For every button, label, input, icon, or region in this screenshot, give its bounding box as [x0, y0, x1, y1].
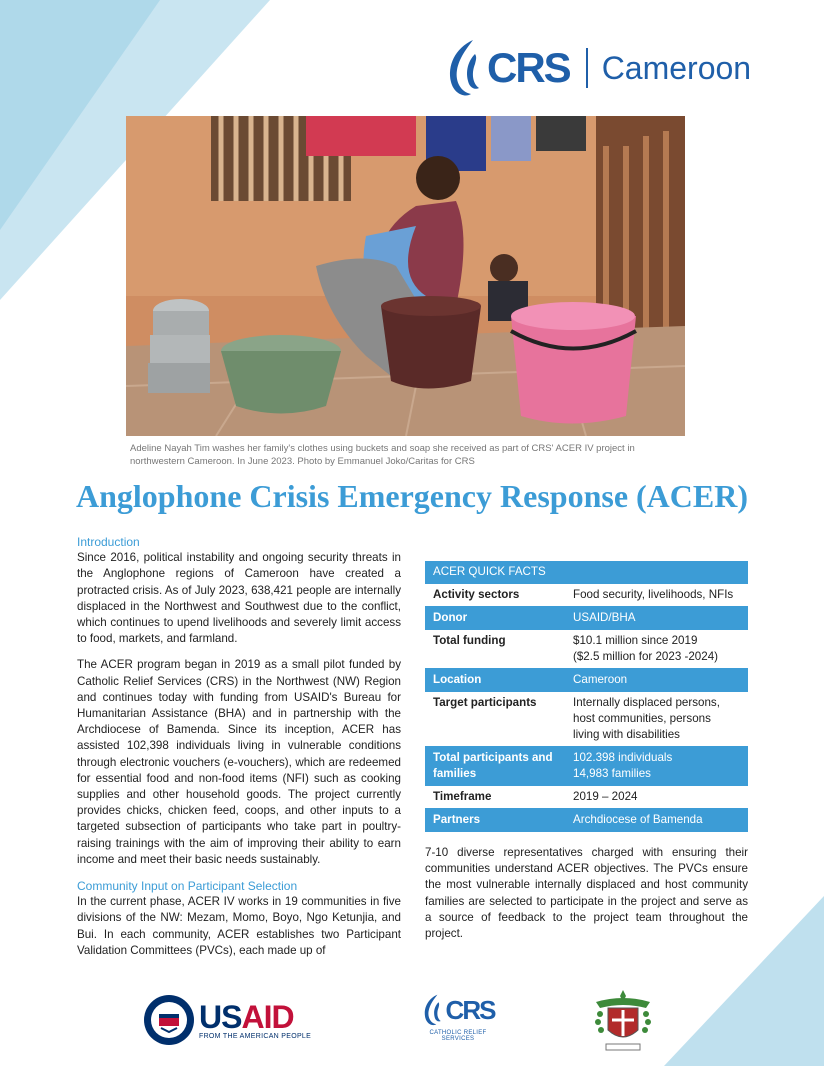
- fact-value: Cameroon: [565, 669, 748, 692]
- intro-heading: Introduction: [77, 535, 140, 549]
- header-crs-wordmark: CRS: [487, 44, 570, 91]
- crs-footer-logo: [413, 990, 503, 1042]
- fact-row: [425, 809, 748, 832]
- fact-key: Timeframe: [425, 786, 565, 809]
- page-title: Anglophone Crisis Emergency Response (ACER): [76, 478, 748, 514]
- fact-row: [425, 630, 748, 669]
- usaid-wordmark: USAID: [199, 998, 294, 1035]
- intro-paragraph-1: Since 2016, political instability and ongoing security threats in the Anglophone regions of Cameroon have created a protracted crisis. As of July 2023, 638,421 people are internally displaced in the Northwest and Southwest due to the conflict, which continues to upend livelihoods and severely limit access to food, markets, and farmland.: [77, 551, 401, 646]
- community-paragraph-2: 7-10 diverse representatives charged with ensuring their communities understand ACER objectives. The PVCs ensure the most vulnerable internally displaced and host community families are selected to participate in the project and serve as a source of feedback to the project team throughout the project.: [425, 846, 748, 941]
- usaid-seal-icon: [143, 994, 195, 1046]
- fact-value-line-2: ($2.5 million for 2023 -2024): [573, 650, 719, 663]
- fact-value: 2019 – 2024: [565, 786, 748, 809]
- fact-value: Internally displaced persons, host communities, persons living with disabilities: [565, 692, 748, 747]
- usaid-logo: [143, 994, 311, 1046]
- quick-facts-table: [425, 561, 748, 832]
- photo-caption: Adeline Nayah Tim washes her family's clothes using buckets and soap she received as part of CRS' ACER IV project in northwestern Cameroon. In June 2023. Photo by Emmanuel Joko/Caritas for CRS: [130, 443, 635, 467]
- archdiocese-coat-of-arms-icon: [592, 988, 654, 1054]
- hero-photo-illustration: [126, 116, 685, 436]
- fact-key: Target participants: [425, 692, 565, 747]
- left-column: [77, 534, 401, 959]
- fact-value-line-2: 14,983 families: [573, 767, 651, 780]
- fact-value: [565, 630, 748, 669]
- fact-value: Food security, livelihoods, NFIs: [565, 584, 748, 607]
- fact-value: [565, 747, 748, 786]
- intro-paragraph-2: The ACER program began in 2019 as a small pilot funded by Catholic Relief Services (CRS) in the Northwest (NW) Region and continues today with funding from USAID's Bureau for Humanitarian Assistance (BHA) and in partnership with the Archdiocese of Bamenda. Since its inception, ACER has assisted 102,398 individuals living in vulnerable conditions through electronic vouchers (e-vouchers), which are redeemed for essential food and non-food items (NFI) such as cooking supplies and other household goods. The project currently provides chicks, chicken feed, coops, and other inputs to a targeted subsection of participants who take part in poultry-raising trainings with the aim of improving their ability to earn income and meet their basic needs sustainably.: [77, 658, 401, 866]
- community-heading: Community Input on Participant Selection: [77, 879, 298, 894]
- fact-key: Activity sectors: [425, 584, 565, 607]
- crs-footer-wordmark: CRS: [445, 994, 495, 1025]
- crs-flame-icon: [445, 36, 485, 100]
- footer-logos: [0, 988, 824, 1058]
- quick-facts-heading: ACER QUICK FACTS: [425, 561, 748, 584]
- header-separator: [586, 48, 588, 88]
- fact-row: [425, 669, 748, 692]
- fact-row: [425, 584, 748, 607]
- fact-row: [425, 747, 748, 786]
- hero-photo: [126, 116, 685, 436]
- quick-facts-header-row: [425, 561, 748, 584]
- usaid-tagline: FROM THE AMERICAN PEOPLE: [199, 1032, 312, 1040]
- fact-value: USAID/BHA: [565, 607, 748, 630]
- fact-value: Archdiocese of Bamenda: [565, 809, 748, 832]
- fact-row: [425, 692, 748, 747]
- community-paragraph-1: In the current phase, ACER IV works in 19 communities in five divisions of the NW: Mezam, Momo, Boyo, Ngo Ketunjia, and Bui. In each community, ACER establishes two Participant Validation Committees (PVCs), each made up of: [77, 895, 401, 957]
- header-logo: [445, 32, 751, 104]
- crs-footer-tagline: CATHOLIC RELIEF SERVICES: [429, 1030, 487, 1042]
- header-country: Cameroon: [601, 49, 752, 86]
- fact-row: [425, 607, 748, 630]
- fact-key: Donor: [425, 607, 565, 630]
- crs-flame-icon: [422, 990, 444, 1030]
- fact-key: Location: [425, 669, 565, 692]
- fact-value-line-1: 102.398 individuals: [573, 751, 673, 764]
- fact-key: Total participants and families: [425, 747, 565, 786]
- fact-key: Total funding: [425, 630, 565, 669]
- fact-row: [425, 786, 748, 809]
- fact-value-line-1: $10.1 million since 2019: [573, 634, 698, 647]
- fact-key: Partners: [425, 809, 565, 832]
